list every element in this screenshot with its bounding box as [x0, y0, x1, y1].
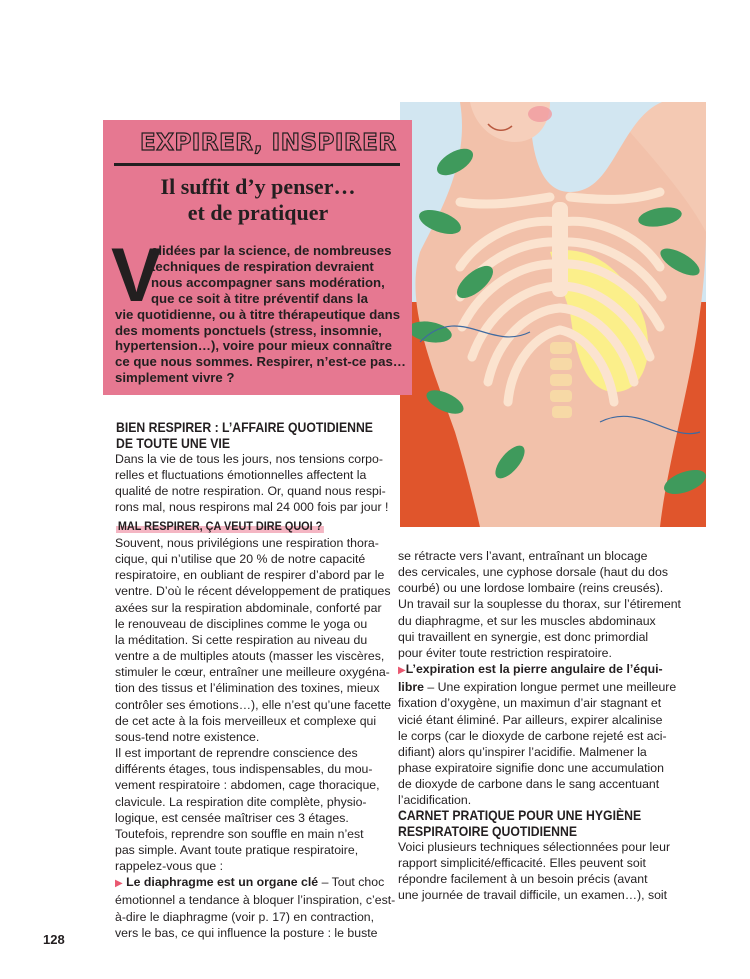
- section2-paragraph: Voici plusieurs techniques sélectionnées pour leur rapport simplicité/efficacité. Elles peuvent soit répondre facilement à un besoin précis (avant une journée de travail difficile, un examen…), soit: [398, 840, 671, 903]
- section-heading: BIEN RESPIRER : L’AFFAIRE QUOTIDIENNE DE TOUTE UNE VIE: [116, 420, 373, 451]
- subheading: MAL RESPIRER, ÇA VEUT DIRE QUOI ?: [117, 519, 323, 533]
- divider: [114, 163, 400, 166]
- ribcage-illustration: [400, 102, 706, 527]
- column-right: se rétracte vers l’avant, entraînant un blocage des cervicales, une cyphose dorsale (haut du dos courbé) ou une lordose lombaire (reins creusés). Un travail sur la souplesse du thorax, sur l’étirement du diaphragme, et sur les muscles abdominaux qui travaillent en synergie, est donc primordial pour éviter toute restriction respiratoire. ▶L’expiration est la pierre angulaire de l’équi- libre – Une expiration longue permet une meilleure fixation d’oxygène, un maximun d’air stagnant et vicié étant éliminé. Par ailleurs, expirer alcalinise le corps (car le dioxyde de carbone rejeté est aci- difiant) alors qu’inspirer l’acidifie. Malmener la phase expiratoire signifie donc une accumulation de dioxyde de carbone dans le sang accentuant l’acidification.: [398, 549, 681, 808]
- section-label: EXPIRER, INSPIRER: [140, 130, 397, 156]
- page-title: [110, 174, 406, 226]
- headline-line: Il suffit d’y penser…: [160, 174, 356, 199]
- bullet-item: ▶L’expiration est la pierre angulaire de l’équi-: [398, 662, 663, 677]
- illustration-ribcage: [400, 102, 706, 527]
- headline-line: et de pratiquer: [187, 200, 329, 225]
- section1-paragraph: Dans la vie de tous les jours, nos tensions corpo- relles et fluctuations émotionnelles affectent la qualité de notre respiration. Or, quand nous respi- rons mal, nous respirons mal 24 000 fois par jour !: [115, 452, 389, 515]
- drop-cap: V: [111, 233, 162, 318]
- section-heading: CARNET PRATIQUE POUR UNE HYGIÈNE RESPIRATOIRE QUOTIDIENNE: [398, 808, 642, 839]
- page-number: 128: [43, 932, 65, 947]
- bullet-item: ▶ Le diaphragme est un organe clé – Tout choc: [115, 875, 385, 890]
- intro-paragraph: alidées par la science, de nombreuses techniques de respiration devraient nous accompagner sans modération, que ce soit à titre préventif dans la vie quotidienne, ou à titre thérapeutique dans des moments ponctuels (stress, insomnie, hypertension…), voire pour mieux connaître ce que nous sommes. Respirer, n’est-ce pas… simplement vivre ?: [115, 243, 406, 386]
- column-left: Souvent, nous privilégions une respiration thora- cique, qui n’utilise que 20 % de notre capacité respiratoire, en oubliant de respirer d’abord par le ventre. D’où le récent développement de pratiques axées sur la respiration abdominale, conforté par le renouveau de disciplines comme le yoga ou la méditation. Si cette respiration au niveau du ventre a de multiples atouts (masser les viscères, stimuler le cœur, entraîner une meilleure oxygéna- tion des tissus et l’élimination des toxines, mieux contrôler ses émotions…), elle n’est qu’une facette de cet acte à la fois merveilleux et complexe qui sous-tend notre existence. Il est important de reprendre conscience des différents étages, tous indispensables, du mou- vement respiratoire : abdomen, cage thoracique, clavicule. La respiration dite complète, physio- logique, est censée maîtriser ces 3 étages. Toutefois, reprendre son souffle en main n’est pas simple. Avant toute pratique respiratoire, rappelez-vous que : ▶ Le diaphragme est un organe clé – Tout choc émotionnel a tendance à bloquer l’inspiration, c’est- à-dire le diaphragme (voir p. 17) en contraction, vers le bas, ce qui influence la posture : le buste: [115, 536, 396, 940]
- bullet-icon: ▶: [398, 665, 406, 677]
- bullet-icon: ▶: [115, 878, 123, 890]
